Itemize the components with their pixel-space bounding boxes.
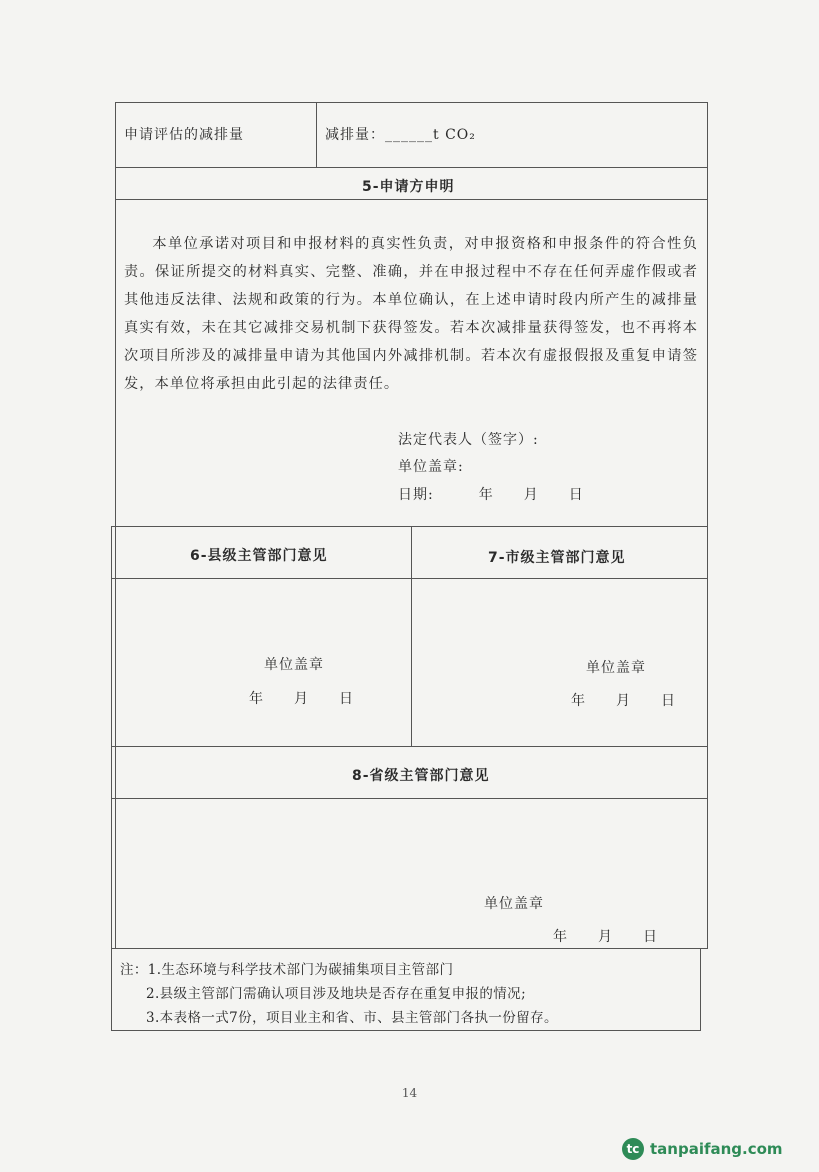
note-2: 2.县级主管部门需确认项目涉及地块是否存在重复申报的情况; (146, 986, 527, 1002)
row-divider-7 (111, 948, 708, 949)
notes-border-right (700, 948, 701, 1031)
section8-date: 年 月 日 (553, 929, 658, 945)
tanpaifang-logo-icon: tc (622, 1138, 644, 1160)
section7-title: 7-市级主管部门意见 (488, 550, 626, 566)
notes (120, 958, 558, 1030)
left-edge-opinions (111, 526, 112, 948)
apply-label: 申请评估的减排量 (124, 127, 244, 143)
legal-rep-signature: 法定代表人（签字）: (398, 432, 539, 448)
note-3: 3.本表格一式7份，项目业主和省、市、县主管部门各执一份留存。 (146, 1010, 558, 1026)
section7-date: 年 月 日 (571, 693, 676, 709)
section5-statement: 本单位承诺对项目和申报材料的真实性负责，对申报资格和申报条件的符合性负责。保证所提交的材料真实、完整、准确，并在申报过程中不存在任何弄虚作假或者其他违反法律、法规和政策的行为。本单位确认，在上述申请时段内所产生的减排量真实有效，未在其它减排交易机制下获得签发。若本次减排量获得签发，也不再将本次项目所涉及的减排量申请为其他国内外减排机制。若本次有虚报假报及重复申请签发，本单位将承担由此引起的法律责任。 (124, 236, 698, 392)
note-1: 注：1.生态环境与科学技术部门为碳捕集项目主管部门 (120, 962, 454, 978)
watermark-text: tanpaifang.com (650, 1140, 783, 1158)
col-divider-apply (316, 102, 317, 168)
section8-title: 8-省级主管部门意见 (352, 768, 490, 784)
row-divider-5 (111, 746, 708, 747)
row-divider-3 (111, 526, 708, 527)
col-divider-opinions (411, 526, 412, 747)
section5-seal: 单位盖章: (398, 459, 464, 475)
table-border-top (115, 102, 708, 103)
section5-title: 5-申请方申明 (362, 179, 455, 195)
row-divider-1 (115, 167, 708, 168)
section7-seal: 单位盖章 (586, 660, 646, 676)
section6-title: 6-县级主管部门意见 (190, 548, 328, 564)
site-watermark (622, 1138, 783, 1160)
table-border-left (115, 102, 116, 948)
section8-seal: 单位盖章 (484, 896, 544, 912)
section6-date: 年 月 日 (249, 691, 354, 707)
page-number: 14 (401, 1086, 418, 1100)
notes-border-bottom (111, 1030, 701, 1031)
notes-border-left (111, 948, 112, 1031)
table-border-right (707, 102, 708, 948)
section5-date: 日期: 年 月 日 (398, 487, 584, 503)
row-divider-6 (111, 798, 708, 799)
row-divider-2 (115, 199, 708, 200)
section6-seal: 单位盖章 (264, 657, 324, 673)
row-divider-4 (111, 578, 708, 579)
apply-value: 减排量：______t CO₂ (325, 127, 476, 143)
